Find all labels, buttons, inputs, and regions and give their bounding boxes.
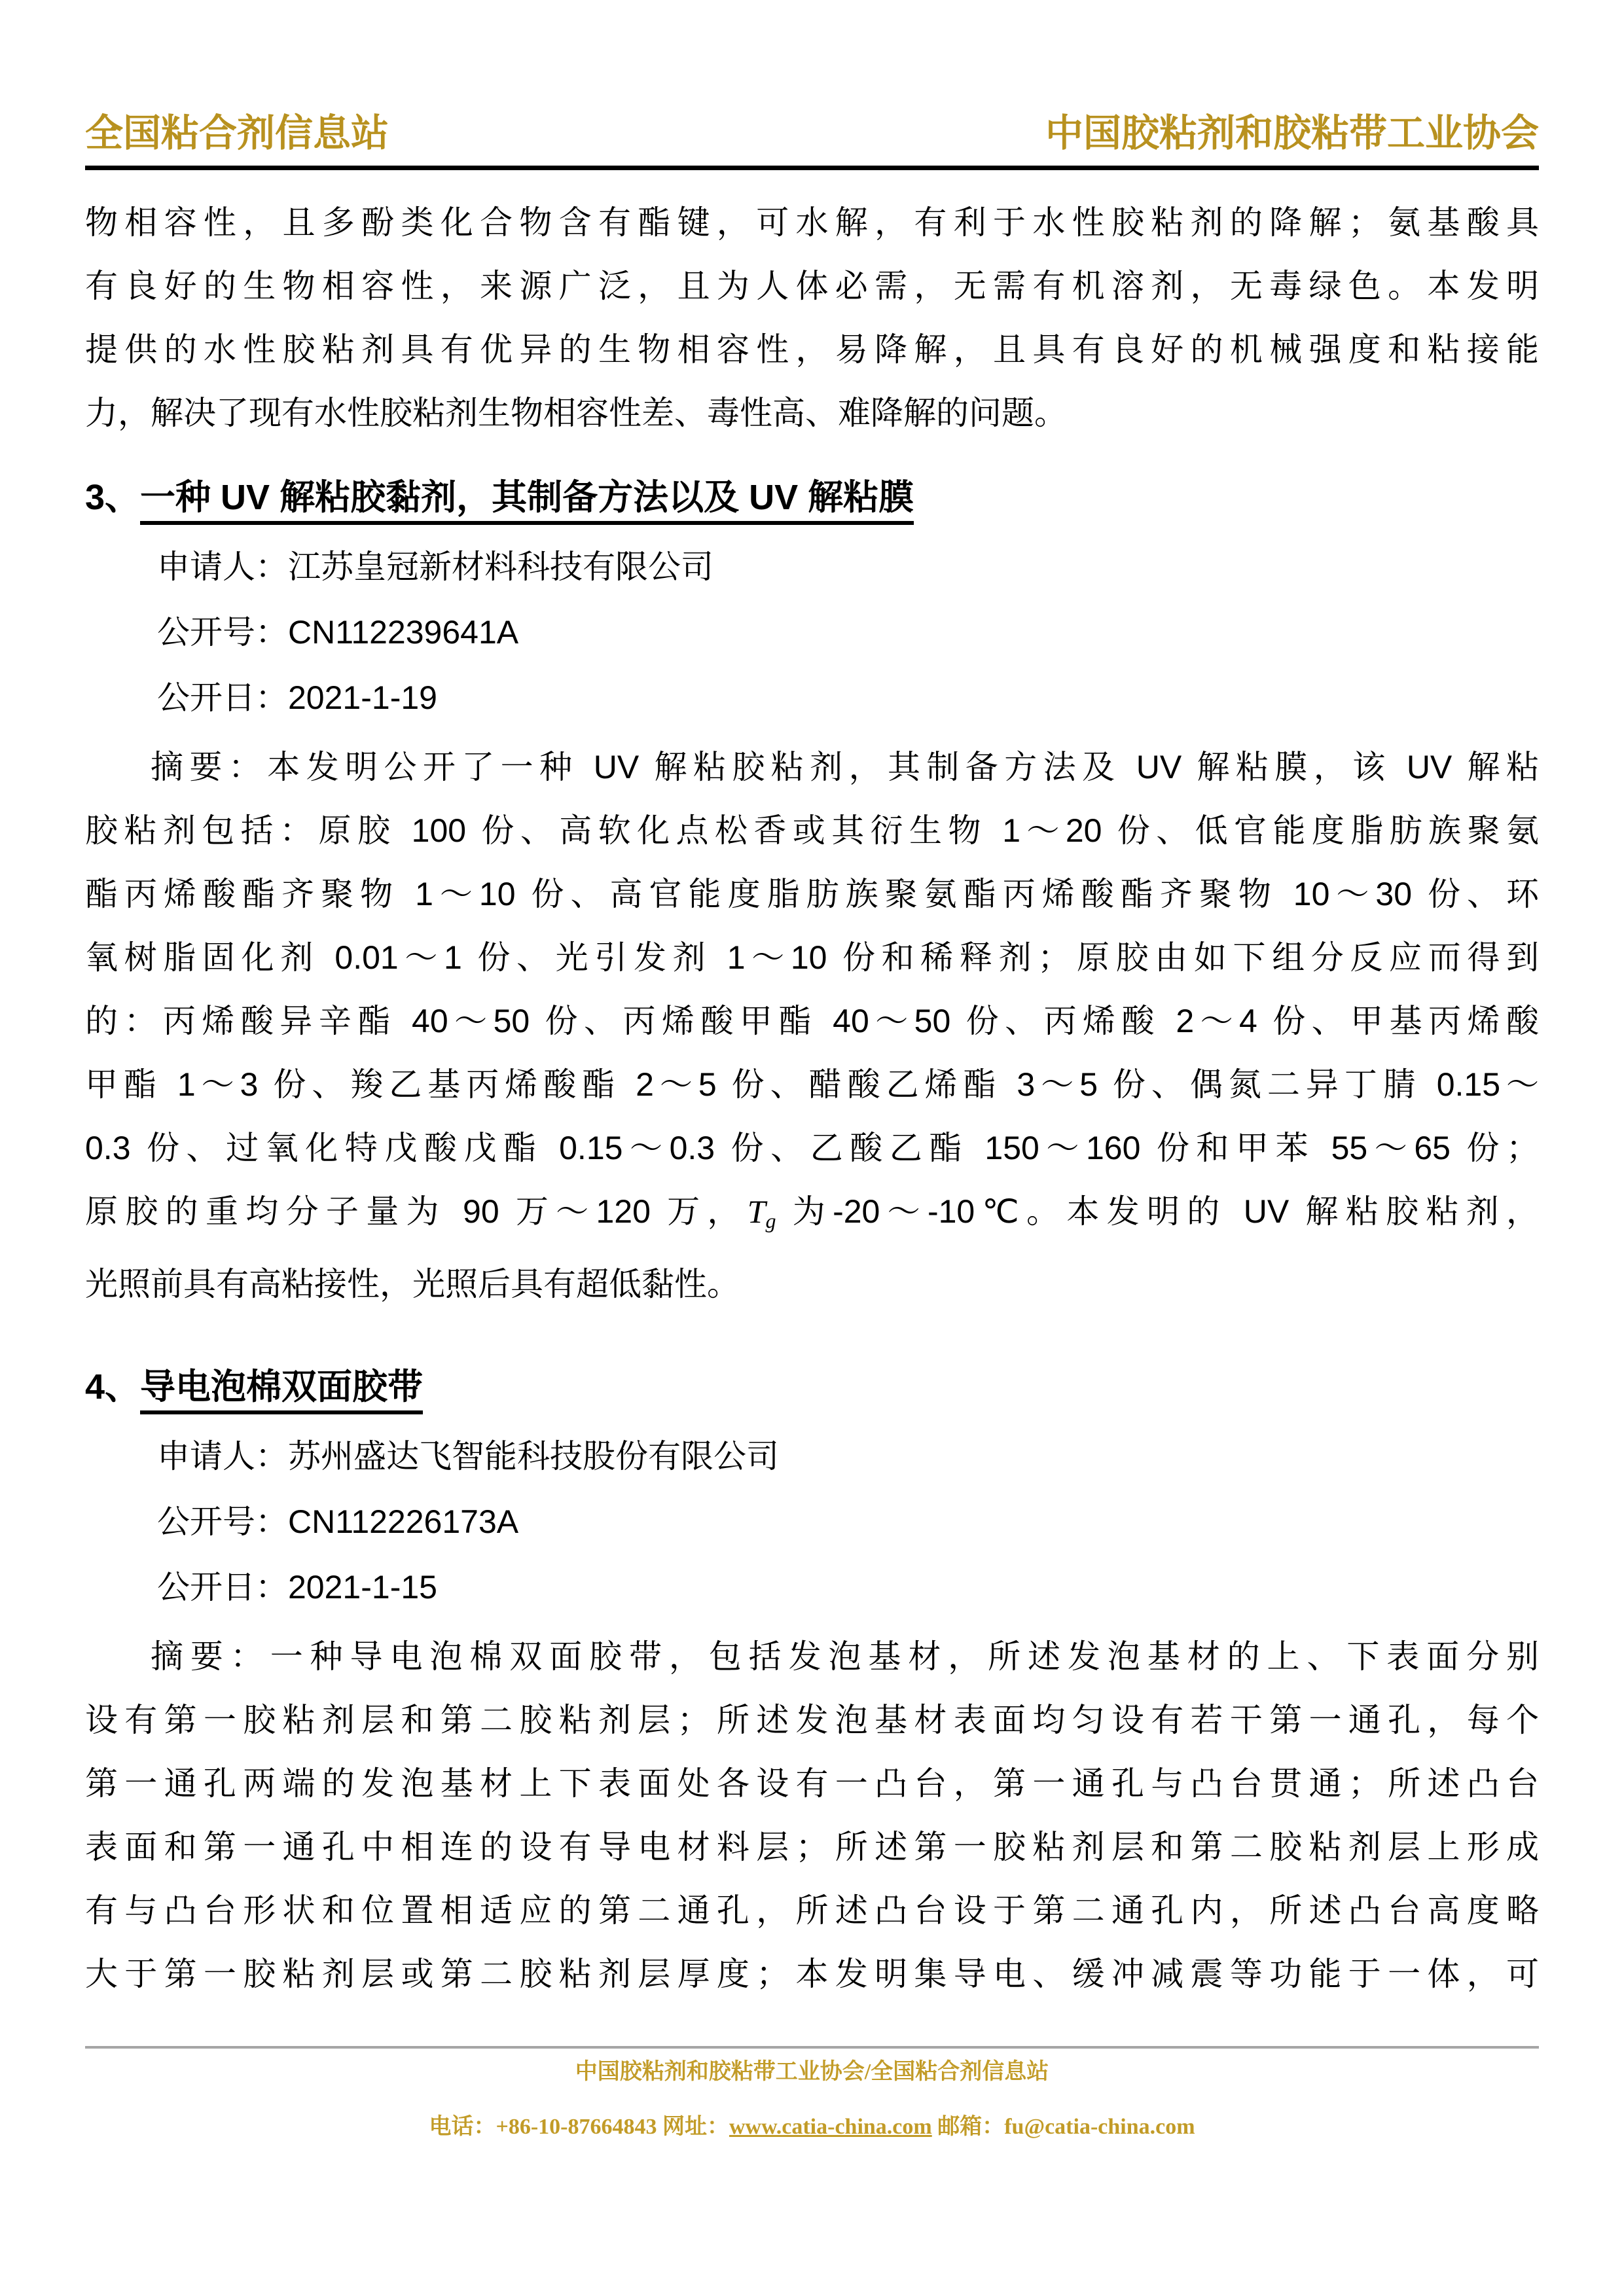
abstract-line: 氧树脂固化剂 0.01～1 份、光引发剂 1～10 份和稀释剂；原胶由如下组分反应而得到 [85, 939, 1539, 976]
section-3-abstract [85, 736, 1539, 1316]
abstract-line: 光照前具有高粘接性，光照后具有超低黏性。 [85, 1266, 740, 1302]
field-value: CN112226173A [288, 1503, 519, 1540]
abstract-line: 有与凸台形状和位置相适应的第二通孔，所述凸台设于第二通孔内，所述凸台高度略 [85, 1892, 1539, 1929]
section-title: 一种 UV 解粘胶黏剂，其制备方法以及 UV 解粘膜 [140, 478, 914, 525]
abstract-line: 摘要：本发明公开了一种 UV 解粘胶粘剂，其制备方法及 UV 解粘膜，该 UV 解粘 [151, 749, 1539, 785]
field-value: 2021-1-15 [288, 1569, 437, 1605]
tg-line-pre: 原胶的重均分子量为 90 万～120 万， [85, 1193, 748, 1230]
section-number: 4、 [85, 1367, 141, 1407]
tg-subscript: g [765, 1209, 776, 1232]
page-content [85, 191, 1539, 2006]
abstract-line: 胶粘剂包括：原胶 100 份、高软化点松香或其衍生物 1～20 份、低官能度脂肪族聚氨 [85, 812, 1539, 849]
field-value: 苏州盛达飞智能科技股份有限公司 [288, 1438, 779, 1475]
applicant-row [85, 534, 1539, 600]
field-label: 申请人： [157, 548, 288, 585]
abstract-line: 设有第一胶粘剂层和第二胶粘剂层；所述发泡基材表面均匀设有若干第一通孔，每个 [85, 1702, 1539, 1738]
page-header [85, 0, 1539, 170]
tg-line-post: 为-20～-10℃。本发明的 UV 解粘胶粘剂， [776, 1193, 1539, 1230]
footer-phone-text: 电话：+86-10-87664843 网址： [429, 2115, 729, 2139]
header-site-name: 全国粘合剂信息站 [85, 112, 389, 154]
intro-paragraph [85, 191, 1539, 445]
footer-rule [85, 2046, 1539, 2049]
intro-line: 有良好的生物相容性，来源广泛，且为人体必需，无需有机溶剂，无毒绿色。本发明 [85, 268, 1539, 304]
abstract-line: 表面和第一通孔中相连的设有导电材料层；所述第一胶粘剂层和第二胶粘剂层上形成 [85, 1829, 1539, 1865]
tg-symbol: T [747, 1193, 766, 1230]
section-title: 导电泡棉双面胶带 [140, 1367, 423, 1414]
abstract-line: 的：丙烯酸异辛酯 40～50 份、丙烯酸甲酯 40～50 份、丙烯酸 2～4 份、甲基丙烯酸 [85, 1003, 1539, 1039]
abstract-line-tg [85, 1180, 1539, 1253]
section-heading-3 [85, 476, 1539, 522]
section-3-fields [85, 534, 1539, 730]
publication-number-row [85, 600, 1539, 665]
abstract-line: 甲酯 1～3 份、羧乙基丙烯酸酯 2～5 份、醋酸乙烯酯 3～5 份、偶氮二异丁腈 0.15～ [85, 1066, 1539, 1103]
publication-date-row [85, 665, 1539, 730]
field-value: 2021-1-19 [288, 679, 437, 716]
abstract-line: 摘要：一种导电泡棉双面胶带，包括发泡基材，所述发泡基材的上、下表面分别 [151, 1638, 1539, 1675]
publication-date-row [85, 1554, 1539, 1620]
section-heading-4 [85, 1366, 1539, 1412]
abstract-line: 第一通孔两端的发泡基材上下表面处各设有一凸台，第一通孔与凸台贯通；所述凸台 [85, 1765, 1539, 1802]
applicant-row [85, 1424, 1539, 1489]
intro-line: 提供的水性胶粘剂具有优异的生物相容性，易降解，且具有良好的机械强度和粘接能 [85, 331, 1539, 368]
field-value: 江苏皇冠新材料科技有限公司 [288, 548, 713, 585]
publication-number-row [85, 1489, 1539, 1554]
section-4-abstract [85, 1625, 1539, 2006]
section-4-fields [85, 1424, 1539, 1620]
page-footer [85, 2046, 1539, 2140]
abstract-line: 0.3 份、过氧化特戊酸戊酯 0.15～0.3 份、乙酸乙酯 150～160 份和甲苯 55～65 份； [85, 1130, 1539, 1166]
footer-website-link[interactable]: www.catia-china.com [729, 2115, 932, 2139]
footer-org-text: 中国胶粘剂和胶粘带工业协会/全国粘合剂信息站 [575, 2060, 1049, 2084]
header-association-name: 中国胶粘剂和胶粘带工业协会 [1045, 112, 1539, 154]
field-label: 公开日： [157, 1569, 288, 1605]
intro-line: 物相容性，且多酚类化合物含有酯键，可水解，有利于水性胶粘剂的降解；氨基酸具 [85, 204, 1539, 241]
footer-contact-text [85, 2114, 1539, 2140]
field-label: 公开日： [157, 679, 288, 716]
section-number: 3、 [85, 478, 141, 517]
field-label: 申请人： [157, 1438, 288, 1475]
intro-line: 力，解决了现有水性胶粘剂生物相容性差、毒性高、难降解的问题。 [85, 395, 1067, 431]
field-label: 公开号： [157, 1503, 288, 1540]
field-value: CN112239641A [288, 614, 519, 651]
abstract-line: 酯丙烯酸酯齐聚物 1～10 份、高官能度脂肪族聚氨酯丙烯酸酯齐聚物 10～30 份、环 [85, 876, 1539, 912]
footer-email-text: 邮箱：fu@catia-china.com [931, 2115, 1195, 2139]
field-label: 公开号： [157, 614, 288, 651]
abstract-line: 大于第一胶粘剂层或第二胶粘剂层厚度；本发明集导电、缓冲减震等功能于一体，可 [85, 1956, 1539, 1992]
